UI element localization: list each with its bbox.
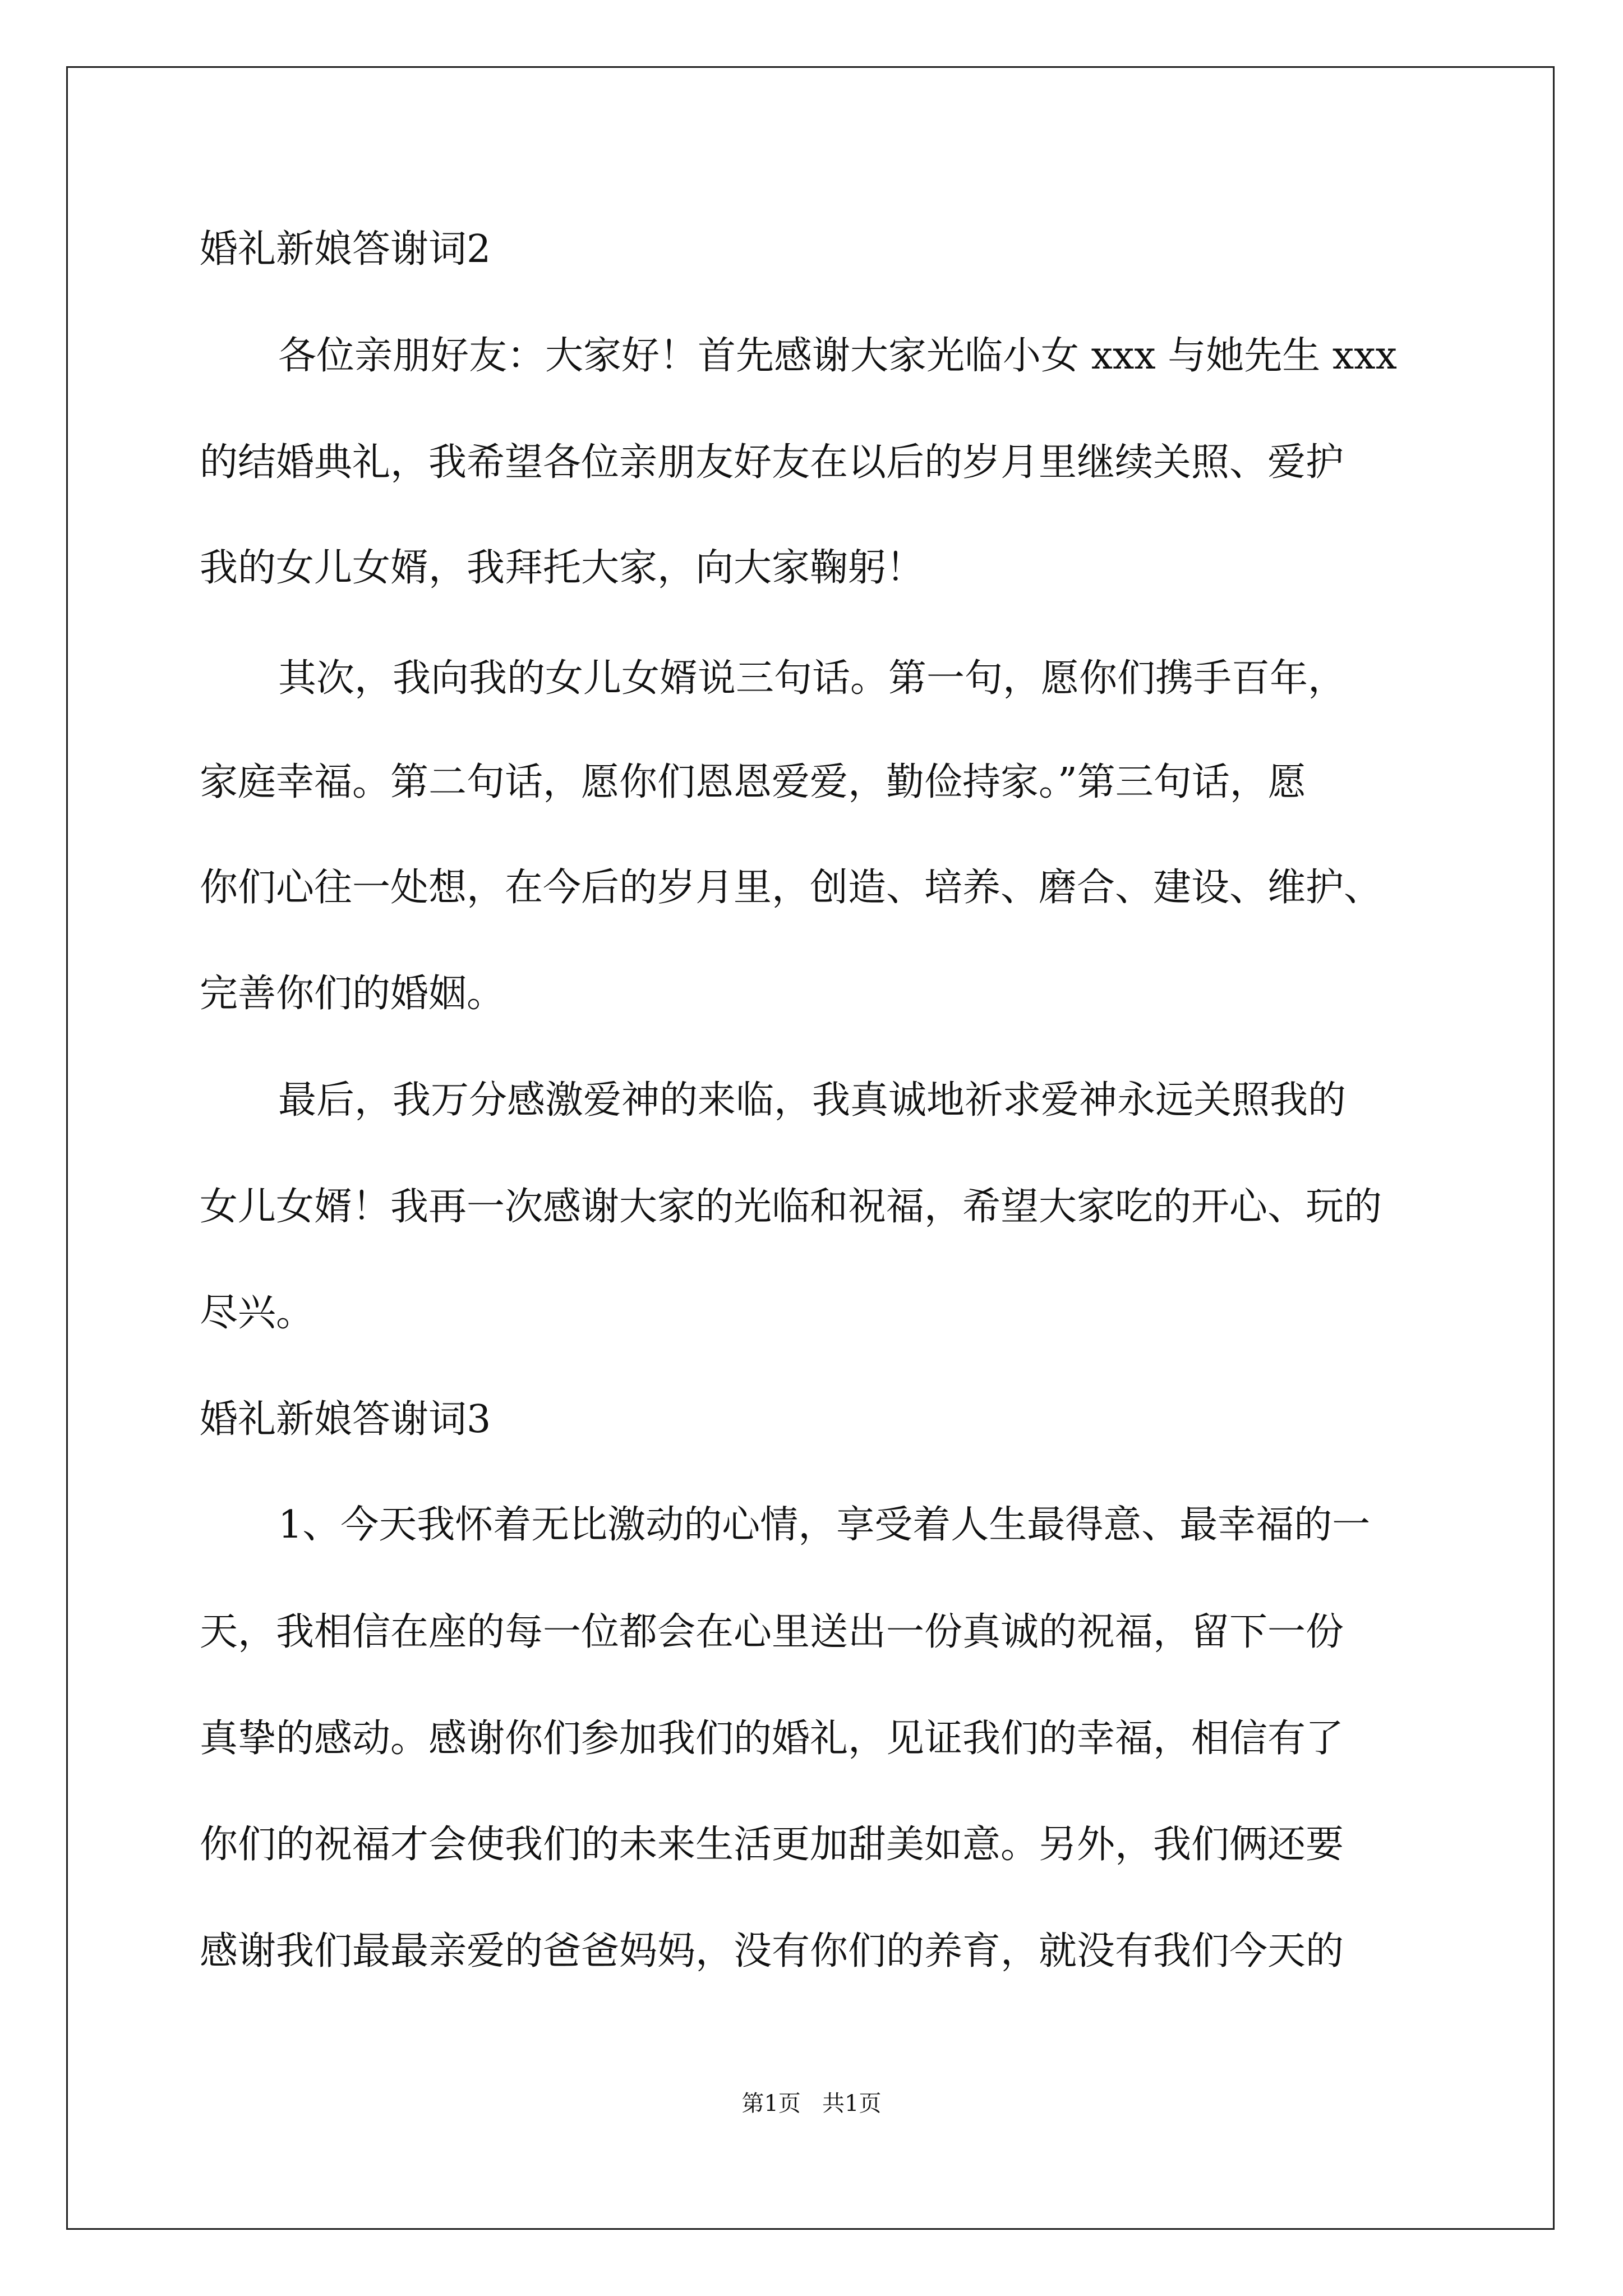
page-border (66, 66, 1555, 2230)
paragraph-line: 其次，我向我的女儿女婿说三句话。第一句，愿你们携手百年， (278, 656, 1347, 701)
paragraph-line: 最后，我万分感激爱神的来临，我真诚地祈求爱神永远关照我的 (278, 1078, 1347, 1122)
paragraph-line: 家庭幸福。第二句话，愿你们恩恩爱爱，勤俭持家。”第三句话，愿 (200, 760, 1306, 804)
paragraph-line: 真挚的感动。感谢你们参加我们的婚礼，见证我们的幸福，相信有了 (200, 1717, 1344, 1761)
paragraph-line: 尽兴。 (200, 1291, 315, 1335)
paragraph-line: 完善你们的婚姻。 (200, 972, 505, 1016)
section-heading-3: 婚礼新娘答谢词3 (200, 1397, 491, 1442)
paragraph-line: 你们心往一处想，在今后的岁月里，创造、培养、磨合、建设、维护、 (200, 866, 1382, 910)
paragraph-line: 1、今天我怀着无比激动的心情，享受着人生最得意、最幸福的一 (278, 1503, 1371, 1547)
paragraph-line: 我的女儿女婿，我拜托大家，向大家鞠躬！ (200, 546, 925, 590)
page-footer: 第1页 共1页 (741, 2091, 882, 2116)
paragraph-line: 你们的祝福才会使我们的未来生活更加甜美如意。另外，我们俩还要 (200, 1823, 1344, 1867)
section-heading-2: 婚礼新娘答谢词2 (200, 227, 491, 272)
paragraph-line: 感谢我们最最亲爱的爸爸妈妈，没有你们的养育，就没有我们今天的 (200, 1929, 1344, 1973)
paragraph-line: 的结婚典礼，我希望各位亲朋友好友在以后的岁月里继续关照、爱护 (200, 440, 1344, 485)
paragraph-line: 各位亲朋好友：大家好！首先感谢大家光临小女 xxx 与她先生 xxx (278, 334, 1397, 378)
paragraph-line: 女儿女婿！我再一次感谢大家的光临和祝福，希望大家吃的开心、玩的 (200, 1185, 1382, 1229)
paragraph-line: 天，我相信在座的每一位都会在心里送出一份真诚的祝福，留下一份 (200, 1610, 1344, 1654)
